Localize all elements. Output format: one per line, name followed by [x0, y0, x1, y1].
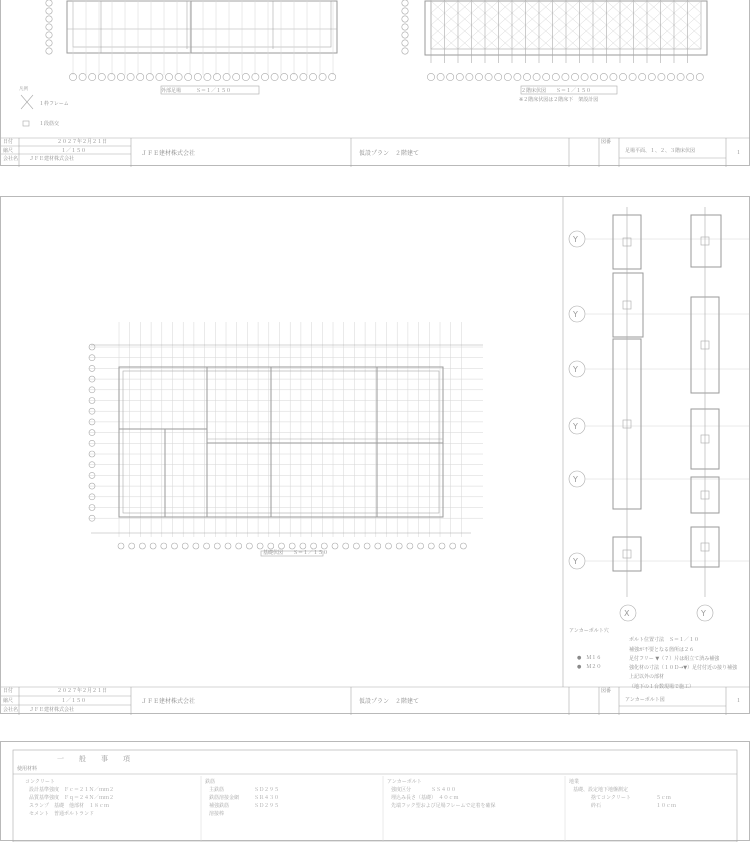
legend-caption: 凡例: [19, 87, 28, 92]
col-ground-title: 地業: [569, 779, 580, 785]
brace-cross: [431, 1, 445, 13]
axis-bubble: [311, 543, 317, 549]
col-ground-line-1: 捨てコンクリート ５ｃｍ: [591, 795, 671, 801]
axis-bubble: [46, 32, 52, 38]
axis-bubble: [402, 24, 408, 30]
axis-bubble: [108, 73, 115, 80]
legend: [19, 85, 33, 126]
axis-bubble: [261, 73, 268, 80]
axis-bubble: [562, 73, 569, 80]
brace-cross: [485, 1, 499, 13]
axis-bubble: [319, 73, 326, 80]
axis-bubble: [456, 73, 463, 80]
axis-bubble: [233, 73, 240, 80]
col-rebar-line-1: 鉄筋溶接金網 ＳＲ４３０: [209, 795, 280, 801]
brace-cross: [620, 25, 634, 37]
scale-value-2: １／１５０: [61, 698, 87, 704]
page-number-2: １: [736, 698, 742, 704]
axis-bubble: [396, 543, 402, 549]
axis-bubble: [407, 543, 413, 549]
axis-bubble: [204, 543, 210, 549]
axis-bubble: [402, 16, 408, 22]
brace-cross: [580, 37, 594, 49]
col-rebar-title: 鉄筋: [205, 779, 216, 785]
brace-cross: [634, 13, 648, 25]
axis-bubble: [610, 73, 617, 80]
axis-bubble-y-letter: Y: [573, 557, 578, 566]
axis-bubble: [161, 543, 167, 549]
axis-bubble: [591, 73, 598, 80]
axis-bubble: [514, 73, 521, 80]
brace-cross: [512, 13, 526, 25]
col-anchor-title: アンカーボルト: [387, 779, 422, 785]
col-concrete-line-2: スランプ 基礎 他部材 １８ｃｍ: [29, 803, 110, 809]
brace-cross: [688, 37, 702, 49]
scale-value: １／１５０: [61, 148, 87, 154]
axis-bubble: [89, 73, 96, 80]
axis-bubble-y-letter: Y: [573, 235, 578, 244]
brace-cross: [472, 37, 486, 49]
axis-bubble: [257, 543, 263, 549]
axis-bubble: [353, 543, 359, 549]
axis-bubble: [439, 543, 445, 549]
company-value: ＪＦＥ建材株式会社: [29, 156, 75, 162]
brace-cross: [674, 37, 688, 49]
project-name: 仮設プラン ２階建て: [359, 150, 420, 157]
axis-bubble: [225, 543, 231, 549]
brace-cross: [661, 25, 675, 37]
axis-bubble: [428, 543, 434, 549]
brace-cross: [485, 25, 499, 37]
brace-cross: [485, 13, 499, 25]
axis-bubble: [137, 73, 144, 80]
axis-bubble-y-letter: Y: [573, 310, 578, 319]
left-axis-bubbles: [69, 73, 335, 80]
company-label: 会社名: [3, 156, 19, 162]
scale-label: 縮尺: [3, 148, 14, 154]
brace-cross: [580, 1, 594, 13]
col-ground-line-2: 砕石 １０ｃｍ: [591, 803, 677, 809]
axis-bubble: [127, 73, 134, 80]
axis-bubble: [402, 32, 408, 38]
brace-cross: [526, 13, 540, 25]
axis-bubble: [475, 73, 482, 80]
brace-cross: [634, 37, 648, 49]
brace-cross: [499, 13, 513, 25]
col-rebar-line-3: 溶接棒: [209, 811, 225, 817]
brace-cross: [661, 1, 675, 13]
brace-cross: [566, 1, 580, 13]
axis-bubble: [543, 73, 550, 80]
axis-bubble: [687, 73, 694, 80]
axis-bubble: [46, 24, 52, 30]
brace-cross: [620, 1, 634, 13]
axis-bubble: [523, 73, 530, 80]
left-grid-lines: [73, 0, 333, 75]
brace-cross: [512, 1, 526, 13]
right-bracing-pattern: [431, 0, 701, 63]
brace-cross: [674, 1, 688, 13]
axis-bubble: [504, 73, 511, 80]
axis-bubble-y-letter: Y: [573, 365, 578, 374]
anchor-details: [569, 207, 749, 621]
axis-bubble: [172, 543, 178, 549]
brace-cross: [553, 37, 567, 49]
anchor-plate: [691, 215, 721, 267]
brace-cross: [539, 25, 553, 37]
axis-bubble: [236, 543, 242, 549]
anchor-note-1: ボルト位置寸法 Ｓ＝１／１０: [629, 637, 700, 644]
general-notes-heading: 一 般 事 項: [57, 755, 134, 763]
sheet-number-label-2: 図番: [601, 688, 612, 694]
brace-cross: [620, 13, 634, 25]
axis-bubble: [619, 73, 626, 80]
brace-cross: [539, 37, 553, 49]
brace-cross: [674, 25, 688, 37]
col-anchor-line-2: 先端フック型および足場フレームで定着を確保: [391, 803, 496, 809]
col-concrete-line-3: セメント 普通ポルトランド: [29, 811, 95, 817]
foundation-column-bubbles: [118, 543, 466, 549]
brace-cross: [607, 37, 621, 49]
anchor-note-3: 足付フリー ▼（７）片は組立て済み補強: [629, 655, 720, 662]
brace-cross: [593, 25, 607, 37]
axis-bubble: [375, 543, 381, 549]
side-axis-bubbles: [46, 0, 408, 54]
anchor-plate: [613, 273, 643, 337]
axis-bubble: [185, 73, 192, 80]
axis-bubble: [418, 543, 424, 549]
brace-cross: [647, 25, 661, 37]
axis-bubble: [223, 73, 230, 80]
plan-note-right: ※２階床伏図は２階床下 架設計図: [519, 97, 599, 103]
brace-cross: [472, 1, 486, 13]
brace-cross: [566, 37, 580, 49]
axis-bubble: [79, 73, 86, 80]
axis-bubble: [364, 543, 370, 549]
brace-cross: [553, 25, 567, 37]
brace-cross: [634, 1, 648, 13]
axis-bubble: [639, 73, 646, 80]
anchor-note-0: アンカーボルト穴: [569, 628, 609, 634]
axis-bubble: [495, 73, 502, 80]
foundation-label: 基礎伏図 Ｓ＝１／１５０: [263, 550, 329, 556]
axis-bubble: [279, 543, 285, 549]
brace-cross: [499, 1, 513, 13]
axis-bubble: [437, 73, 444, 80]
axis-bubble: [156, 73, 163, 80]
axis-bubble: [648, 73, 655, 80]
brace-cross: [458, 25, 472, 37]
legend-frame-label: １枠フレーム: [39, 101, 69, 107]
col-concrete-line-1: 品質基準強度 Ｆｑ＝２４Ｎ／ｍｍ２: [29, 795, 115, 801]
axis-bubble: [214, 543, 220, 549]
axis-bubble: [402, 0, 408, 6]
brace-cross: [485, 37, 499, 49]
sheet-scaffold-plan: [0, 0, 750, 166]
axis-bubble: [165, 73, 172, 80]
brace-cross: [526, 37, 540, 49]
legend-brace-label: １段筋交: [39, 121, 60, 127]
brace-cross: [512, 37, 526, 49]
axis-bubble: [402, 40, 408, 46]
col-anchor-line-1: 埋込み長さ（基礎） ４０ｃｍ: [391, 795, 459, 801]
brace-cross: [566, 13, 580, 25]
col-rebar-line-2: 補強鉄筋 ＳＤ２９５: [209, 803, 280, 809]
anchor-note-2: 補強が不要となる箇所は２６: [629, 646, 695, 653]
axis-bubble: [46, 16, 52, 22]
scaffold-plan-drawing: [1, 0, 750, 167]
axis-bubble: [117, 73, 124, 80]
project-name-2: 仮設プラン ２階建て: [359, 698, 420, 705]
company-value-2: ＪＦＥ建材株式会社: [29, 707, 75, 713]
brace-cross: [553, 1, 567, 13]
plan-label-right: ２階床伏図 Ｓ＝１／１５０: [521, 88, 592, 94]
brace-cross: [661, 13, 675, 25]
axis-bubble: [46, 40, 52, 46]
date-value-2: ２０２７年２月２１日: [57, 688, 108, 694]
sheet-anchor-bolt-plan: [0, 196, 750, 714]
brace-cross: [472, 13, 486, 25]
axis-bubble: [300, 543, 306, 549]
axis-bubble: [150, 543, 156, 549]
axis-bubble: [309, 73, 316, 80]
axis-bubble: [321, 543, 327, 549]
brace-cross: [526, 25, 540, 37]
brace-cross: [431, 25, 445, 37]
brace-cross: [499, 25, 513, 37]
brace-cross: [445, 13, 459, 25]
axis-bubble: [242, 73, 249, 80]
axis-bubble: [46, 48, 52, 54]
axis-bubble: [194, 73, 201, 80]
axis-bubble: [402, 48, 408, 54]
axis-bubble: [175, 73, 182, 80]
axis-bubble: [213, 73, 220, 80]
brace-cross: [607, 1, 621, 13]
col-ground-line-0: 基礎、設定地下地盤測定: [573, 787, 629, 793]
brace-cross: [458, 1, 472, 13]
left-floor-plan: [67, 1, 337, 53]
axis-bubble: [300, 73, 307, 80]
scale-label-2: 縮尺: [3, 698, 14, 704]
axis-bubble: [460, 543, 466, 549]
brace-cross: [431, 37, 445, 49]
brace-cross: [445, 1, 459, 13]
drawing-title: 足場平面、１、２、３階床伏図: [625, 148, 696, 154]
axis-bubble: [386, 543, 392, 549]
brace-cross: [593, 37, 607, 49]
date-label-2: 日付: [3, 688, 14, 694]
col-concrete-title: コンクリート: [25, 779, 55, 785]
axis-bubble: [246, 543, 252, 549]
axis-bubble: [139, 543, 145, 549]
brace-cross: [688, 25, 702, 37]
axis-bubble: [571, 73, 578, 80]
axis-bubble: [271, 73, 278, 80]
axis-bubble: [343, 543, 349, 549]
axis-bubble: [204, 73, 211, 80]
axis-bubble: [466, 73, 473, 80]
axis-bubble-y-letter: Y: [573, 422, 578, 431]
axis-bubble: [329, 73, 336, 80]
axis-bubble: [533, 73, 540, 80]
brace-cross: [661, 37, 675, 49]
col-concrete-line-0: 設計基準強度 Ｆｃ＝２１Ｎ／ｍｍ２: [29, 787, 115, 793]
brace-cross: [445, 25, 459, 37]
brace-cross: [688, 13, 702, 25]
drawing-title-2: アンカーボルト図: [625, 697, 665, 703]
materials-subheading: 使用材料: [17, 766, 38, 772]
axis-bubble: [289, 543, 295, 549]
brace-cross: [674, 13, 688, 25]
axis-bubble: [146, 73, 153, 80]
axis-bubble: [696, 73, 703, 80]
axis-bubble: [427, 73, 434, 80]
brace-cross: [512, 25, 526, 37]
brace-cross: [593, 13, 607, 25]
sheet-general-notes: [0, 741, 750, 841]
brace-cross: [458, 37, 472, 49]
brace-cross: [647, 1, 661, 13]
brace-cross: [607, 25, 621, 37]
axis-bubble: [485, 73, 492, 80]
axis-bubble: [182, 543, 188, 549]
brace-cross: [607, 13, 621, 25]
brace-cross: [634, 25, 648, 37]
brace-cross: [526, 1, 540, 13]
brace-cross: [539, 1, 553, 13]
anchor-note-4: 強化材の寸法（１０Ｄ→▼）足付付近の接り補強: [629, 665, 738, 672]
page-number: １: [736, 150, 742, 156]
plan-label-left: 外部足場 Ｓ＝１／１５０: [161, 88, 232, 94]
brace-cross: [553, 13, 567, 25]
axis-bubble: [581, 73, 588, 80]
brace-cross: [647, 13, 661, 25]
axis-bubble: [193, 543, 199, 549]
brace-cross: [458, 13, 472, 25]
brace-cross: [593, 1, 607, 13]
axis-bubble: [677, 73, 684, 80]
axis-bubble: [447, 73, 454, 80]
axis-bubble: [118, 543, 124, 549]
axis-bubble: [46, 8, 52, 14]
brace-cross: [580, 13, 594, 25]
col-anchor-line-0: 強度区分 ＳＳ４００: [391, 787, 457, 793]
axis-bubble: [98, 73, 105, 80]
bolt-size-m16: ● Ｍ１６: [577, 655, 602, 661]
client-name: ＪＦＥ建材株式会社: [141, 150, 196, 157]
axis-bubble: [450, 543, 456, 549]
axis-bubble-y-letter: Y: [573, 475, 578, 484]
sheet-number-label: 図番: [601, 139, 612, 145]
date-value: ２０２７年２月２１日: [57, 139, 108, 145]
axis-bubble: [129, 543, 135, 549]
axis-bubble: [402, 8, 408, 14]
axis-bubble-x-letter: Y: [701, 609, 706, 618]
axis-bubble-x-letter: X: [624, 609, 630, 618]
company-label-2: 会社名: [3, 707, 19, 713]
col-rebar-line-0: 主鉄筋 ＳＤ２９５: [209, 787, 280, 793]
brace-cross: [472, 25, 486, 37]
brace-cross: [445, 37, 459, 49]
anchor-note-5: 上記以外の部材: [629, 674, 665, 681]
brace-cross: [580, 25, 594, 37]
brace-cross: [566, 25, 580, 37]
bolt-size-m20: ● Ｍ２０: [577, 664, 602, 670]
client-name-2: ＪＦＥ建材株式会社: [141, 698, 196, 705]
brace-cross: [647, 37, 661, 49]
foundation-plan: [119, 367, 443, 517]
axis-bubble: [658, 73, 665, 80]
brace-cross: [499, 37, 513, 49]
axis-bubble: [552, 73, 559, 80]
brace-cross: [688, 1, 702, 13]
axis-bubble: [600, 73, 607, 80]
axis-bubble: [332, 543, 338, 549]
brace-cross: [620, 37, 634, 49]
axis-bubble: [252, 73, 259, 80]
brace-cross: [431, 13, 445, 25]
axis-bubble: [268, 543, 274, 549]
right-axis-bubbles: [427, 73, 703, 80]
date-label: 日付: [3, 139, 14, 145]
axis-bubble: [281, 73, 288, 80]
axis-bubble: [46, 0, 52, 6]
anchor-note-6: （地下の１台数現場で施工）: [629, 683, 695, 690]
axis-bubble: [667, 73, 674, 80]
axis-bubble: [629, 73, 636, 80]
brace-cross: [539, 13, 553, 25]
